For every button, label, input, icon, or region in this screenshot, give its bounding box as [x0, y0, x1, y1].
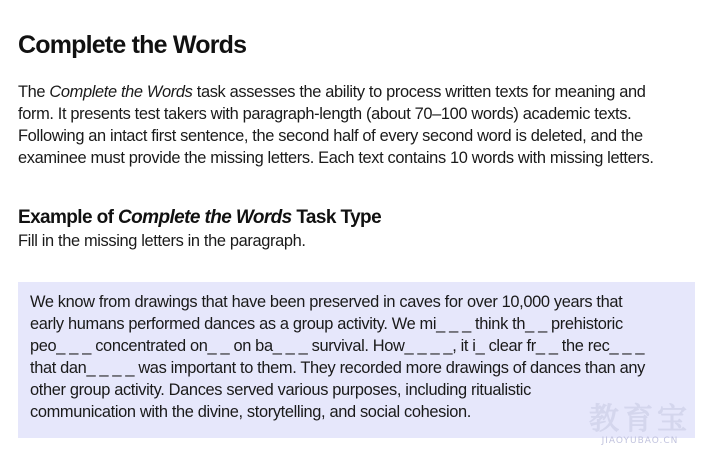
intro-line-3: Following an intact first sentence, the second half of every second word is deleted, and the: [18, 127, 643, 145]
page-title: Complete the Words: [18, 31, 247, 59]
passage-line: We know from drawings that have been preserved in caves for over 10,000 years that: [30, 293, 623, 311]
passage-line: peo_ _ _ concentrated on_ _ on ba_ _ _ survival. How_ _ _ _, it i_ clear fr_ _ the rec_ _ _: [30, 337, 645, 355]
example-heading: [18, 206, 698, 230]
page-content: [18, 28, 698, 252]
example-heading-task-name: Complete the Words: [118, 207, 292, 228]
watermark-url: JIAOYUBAO.CN: [601, 436, 679, 446]
passage-line: that dan_ _ _ _ was important to them. They recorded more drawings of dances than any: [30, 359, 646, 377]
passage-line: early humans performed dances as a group activity. We mi_ _ _ think th_ _ prehistoric: [30, 315, 623, 333]
example-heading-prefix: Example of: [18, 207, 119, 228]
example-passage: [30, 291, 683, 423]
watermark-text: 教育宝: [589, 402, 691, 437]
example-instruction: Fill in the missing letters in the paragraph.: [18, 232, 306, 250]
example-passage-box: [18, 282, 695, 438]
passage-line: communication with the divine, storytelling, and social cohesion.: [30, 403, 471, 421]
intro-line-2: form. It presents test takers with paragraph-length (about 70–100 words) academic texts.: [18, 105, 632, 123]
intro-line-4: examinee must provide the missing letters. Each text contains 10 words with missing letters.: [18, 149, 654, 167]
intro-line-1: task assesses the ability to process written texts for meaning and: [196, 83, 646, 101]
intro-task-name: Complete the Words: [49, 83, 193, 101]
intro-prefix: The: [18, 83, 50, 101]
example-heading-suffix: Task Type: [291, 207, 382, 228]
intro-paragraph: [18, 81, 698, 169]
passage-line: other group activity. Dances served various purposes, including ritualistic: [30, 381, 531, 399]
